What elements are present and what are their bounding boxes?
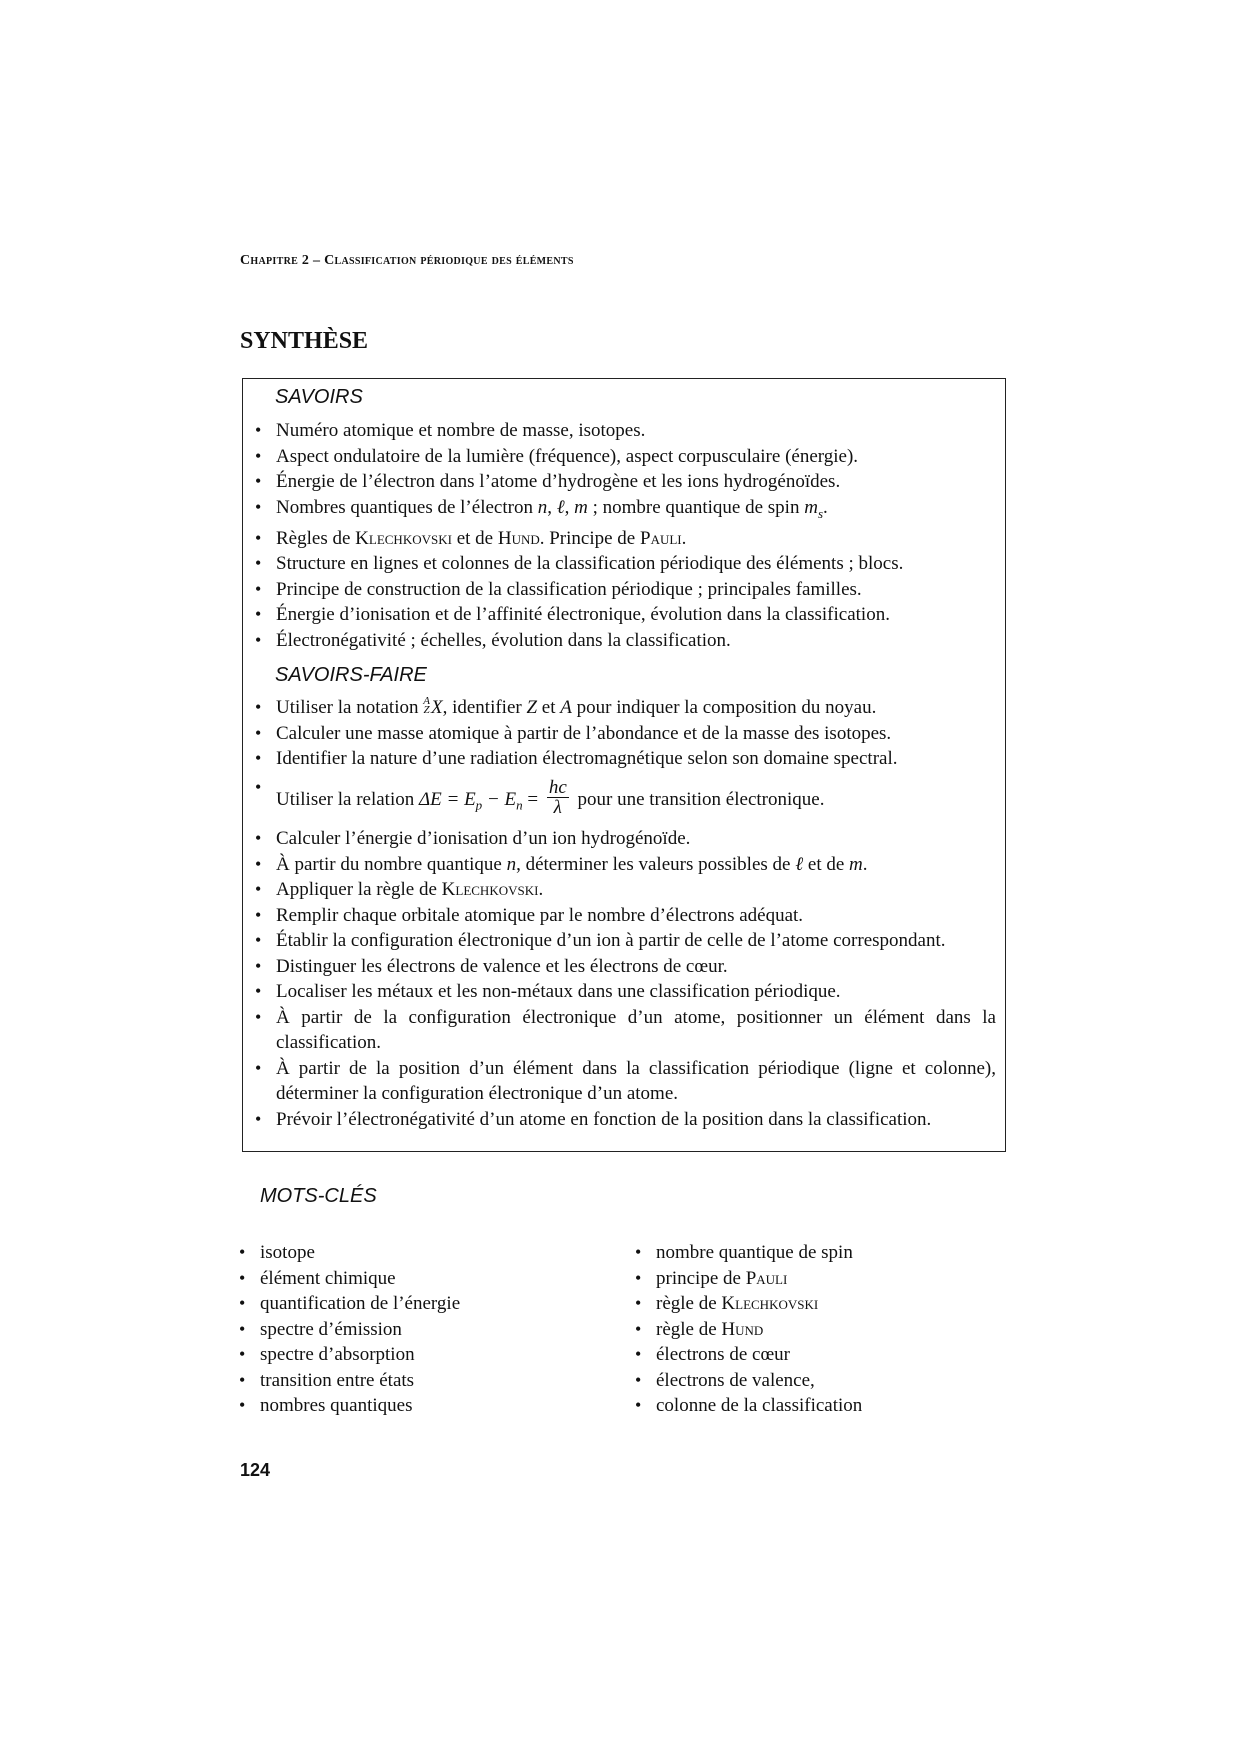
list-item: • Nombres quantiques de l’électron n, ℓ, m ; nombre quantique de spin $m_s$. <box>276 495 996 526</box>
list-item: • Calculer l’énergie d’ionisation d’un ion hydrogénoïde. <box>276 826 996 852</box>
list-item: • À partir de la position d’un élément dans la classification périodique (ligne et colonne), déterminer la configuration électronique d’un atome. <box>276 1056 996 1107</box>
list-item: • Structure en lignes et colonnes de la classification périodique des éléments ; blocs. <box>276 551 996 577</box>
keyword-item: • isotope <box>260 1240 640 1266</box>
keyword-item: • principe de Pauli <box>656 1266 1036 1292</box>
keyword-item: • colonne de la classification <box>656 1393 1036 1419</box>
list-item: • Règles de Klechkovski et de Hund. Principe de Pauli. <box>276 526 996 552</box>
keyword-item: • spectre d’absorption <box>260 1342 640 1368</box>
list-item: • Énergie d’ionisation et de l’affinité électronique, évolution dans la classification. <box>276 602 996 628</box>
fraction-hc-lambda: $\frac{hc}{\lambda}$ <box>548 776 567 819</box>
keyword-item: • élément chimique <box>260 1266 640 1292</box>
list-item: • Électronégativité ; échelles, évolution dans la classification. <box>276 628 996 654</box>
list-item: • Établir la configuration électronique d’un ion à partir de celle de l’atome correspondant. <box>276 928 996 954</box>
isotope-notation: A Z <box>423 694 430 716</box>
list-item: • Identifier la nature d’une radiation électromagnétique selon son domaine spectral. <box>276 746 996 772</box>
list-item: • Utiliser la relation $\Delta E = E_p - E_n$ = $\frac{hc}{\lambda}$ pour une transition électronique. <box>276 772 996 827</box>
savoirs-list <box>276 418 996 653</box>
keyword-item: • électrons de cœur <box>656 1342 1036 1368</box>
running-head: Chapitre 2 – Classification périodique des éléments <box>240 253 574 268</box>
list-item: • Énergie de l’électron dans l’atome d’hydrogène et les ions hydrogénoïdes. <box>276 469 996 495</box>
savoirs-heading: SAVOIRS <box>275 386 363 408</box>
keyword-item: • règle de Klechkovski <box>656 1291 1036 1317</box>
list-item: • Remplir chaque orbitale atomique par le nombre d’électrons adéquat. <box>276 903 996 929</box>
keyword-item: • nombres quantiques <box>260 1393 640 1419</box>
list-item: • Distinguer les électrons de valence et les électrons de cœur. <box>276 954 996 980</box>
list-item: • À partir de la configuration électronique d’un atome, positionner un élément dans la classification. <box>276 1005 996 1056</box>
keyword-item: • spectre d’émission <box>260 1317 640 1343</box>
keyword-item: • règle de Hund <box>656 1317 1036 1343</box>
list-item: • À partir du nombre quantique n, déterminer les valeurs possibles de ℓ et de m. <box>276 852 996 878</box>
list-item: • Aspect ondulatoire de la lumière (fréquence), aspect corpusculaire (énergie). <box>276 444 996 470</box>
keyword-item: • électrons de valence, <box>656 1368 1036 1394</box>
mots-cles-heading: MOTS-CLÉS <box>260 1185 377 1207</box>
keyword-item: • nombre quantique de spin <box>656 1240 1036 1266</box>
section-title: SYNTHÈSE <box>240 328 369 354</box>
savoirs-faire-heading: SAVOIRS-FAIRE <box>275 664 427 686</box>
list-item: • Prévoir l’électronégativité d’un atome en fonction de la position dans la classification. <box>276 1107 996 1133</box>
keyword-item: • quantification de l’énergie <box>260 1291 640 1317</box>
keyword-item: • transition entre états <box>260 1368 640 1394</box>
list-item: • Localiser les métaux et les non-métaux dans une classification périodique. <box>276 979 996 1005</box>
list-item: • Appliquer la règle de Klechkovski. <box>276 877 996 903</box>
page-number: 124 <box>240 1460 271 1480</box>
keywords-right-column <box>656 1240 1036 1419</box>
list-item: • Calculer une masse atomique à partir de l’abondance et de la masse des isotopes. <box>276 721 996 747</box>
list-item: • Principe de construction de la classification périodique ; principales familles. <box>276 577 996 603</box>
savoirs-faire-list <box>276 695 996 1132</box>
keywords-left-column <box>260 1240 640 1419</box>
list-item: • Utiliser la notation A Z X, identifier Z et A pour indiquer la composition du noyau. <box>276 695 996 721</box>
list-item: • Numéro atomique et nombre de masse, isotopes. <box>276 418 996 444</box>
